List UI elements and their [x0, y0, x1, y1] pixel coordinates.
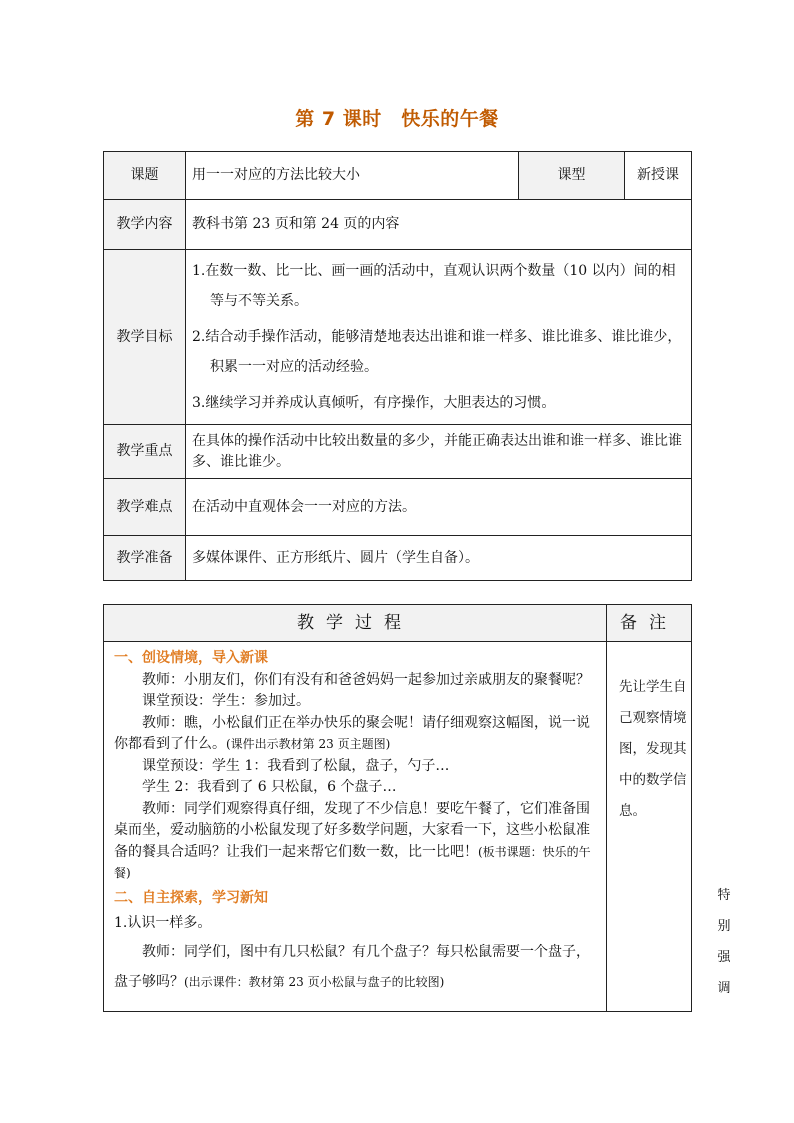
- type-value: 新授课: [625, 152, 692, 200]
- courseware-note: (课件出示教材第 23 页主题图): [226, 737, 391, 751]
- content-value: 教科书第 23 页和第 24 页的内容: [186, 200, 692, 250]
- paragraph-text: 教师：同学们，图中有几只松鼠？有几个盘子？每只松鼠需要一个盘子，盘子够吗？: [114, 943, 590, 990]
- process-body-row: [104, 642, 692, 1012]
- process-header-row: [104, 605, 692, 642]
- type-label: 课型: [519, 152, 625, 200]
- courseware-note: (出示课件：教材第 23 页小松鼠与盘子的比较图): [184, 974, 445, 989]
- topic-value: 用一一对应的方法比较大小: [186, 152, 519, 200]
- section-heading: 一、创设情境，导入新课: [114, 650, 268, 666]
- paragraph: 学生 2：我看到了 6 只松鼠，6 个盘子…: [142, 779, 397, 795]
- paragraph: 教师：小朋友们，你们有没有和爸爸妈妈一起参加过亲戚朋友的聚餐呢？: [142, 671, 590, 688]
- paragraph: [114, 937, 598, 997]
- content-row: [104, 200, 692, 250]
- difficulty-value: 在活动中直观体会一一对应的方法。: [186, 479, 692, 536]
- process-content: [104, 642, 607, 1012]
- paragraph: 1.认识一样多。: [114, 915, 212, 931]
- teaching-process-table: [103, 604, 731, 1012]
- goal-list: [186, 250, 692, 425]
- remark-header: 备注: [607, 605, 692, 642]
- difficulty-label: 教学难点: [104, 479, 186, 536]
- goal-item: 2.结合动手操作活动，能够清楚地表达出谁和谁一样多、谁比谁多、谁比谁少，积累一一对应的活动经验。: [192, 329, 682, 375]
- board-note: (板书课题：快乐的午餐): [114, 844, 591, 880]
- paragraph: [114, 799, 598, 885]
- remark-footer: 特别强调: [717, 887, 731, 996]
- key-label: 教学重点: [104, 425, 186, 479]
- paragraph: 课堂预设：学生 1：我看到了松鼠，盘子，勺子…: [142, 757, 450, 774]
- remark-text: 先让学生自己观察情境图，发现其中的数学信息。: [619, 679, 687, 819]
- goal-label: 教学目标: [104, 250, 186, 425]
- paragraph: 课堂预设：学生：参加过。: [142, 693, 310, 709]
- key-value: 在具体的操作活动中比较出数量的多少，并能正确表达出谁和谁一样多、谁比谁多、谁比谁少。: [186, 425, 692, 479]
- lesson-info-table: [103, 151, 692, 581]
- goal-item: 1.在数一数、比一比、画一画的活动中，直观认识两个数量（10 以内）间的相等与不等关系。: [192, 263, 676, 309]
- topic-label: 课题: [104, 152, 186, 200]
- prep-row: [104, 536, 692, 581]
- page-title: 第 7 课时 快乐的午餐: [295, 108, 499, 130]
- goal-row: [104, 250, 692, 425]
- paragraph: [114, 713, 598, 756]
- key-row: [104, 425, 692, 479]
- goal-item: 3.继续学习并养成认真倾听，有序操作，大胆表达的习惯。: [192, 395, 556, 411]
- paragraph-text: 教师：瞧，小松鼠们正在举办快乐的聚会呢！请仔细观察这幅图，说一说你都看到了什么。: [114, 714, 590, 752]
- paragraph-text: 教师：同学们观察得真仔细，发现了不少信息！要吃午餐了，它们准备围桌而坐，爱动脑筋的小松鼠发现了好多数学问题，大家看一下，这些小松鼠准备的餐具合适吗？让我们一起来帮它们数一数，比一比吧！: [114, 800, 590, 860]
- content-label: 教学内容: [104, 200, 186, 250]
- prep-label: 教学准备: [104, 536, 186, 581]
- prep-value: 多媒体课件、正方形纸片、圆片（学生自备）。: [186, 536, 692, 581]
- remark-cell: [607, 642, 731, 1012]
- topic-row: [104, 152, 692, 200]
- difficulty-row: [104, 479, 692, 536]
- section-heading: 二、自主探索，学习新知: [114, 889, 268, 906]
- process-header: 教学过程: [104, 605, 607, 642]
